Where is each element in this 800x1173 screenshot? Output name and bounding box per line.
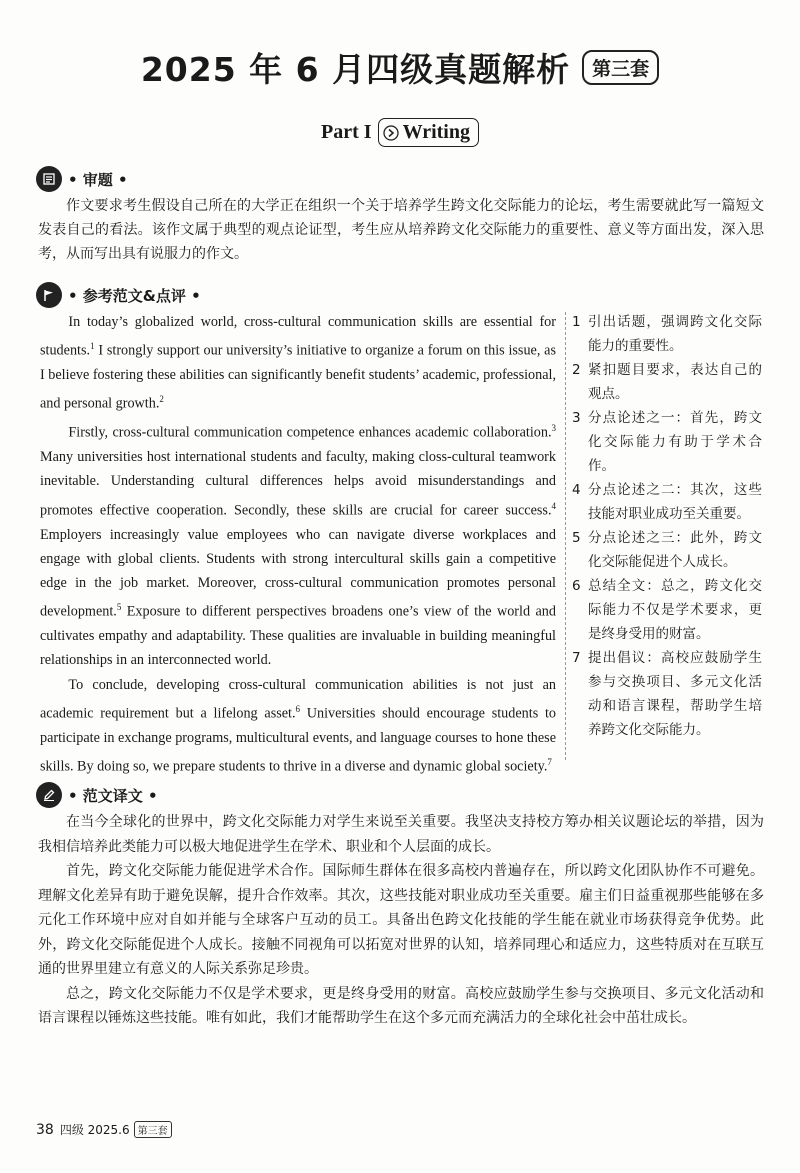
section-review-heading (36, 166, 128, 192)
note-item: 3 分点论述之一：首先，跨文化交际能力有助于学术合作。 (572, 410, 762, 474)
section-sample-title: • 参考范文&点评 • (68, 286, 201, 305)
note-item: 4 分点论述之二：其次，这些技能对职业成功至关重要。 (572, 482, 762, 522)
pen-icon (36, 782, 62, 808)
note-item: 7 提出倡议：高校应鼓励学生参与交换项目、多元文化活动和语言课程，帮助学生培养跨文化交际能力。 (572, 650, 762, 738)
note-item: 6 总结全文：总之，跨文化交际能力不仅是学术要求，更是终身受用的财富。 (572, 578, 762, 642)
note-ref: 4 (551, 500, 556, 511)
note-item: 2 紧扣题目要求，表达自己的观点。 (572, 362, 762, 402)
note-item: 5 分点论述之三：此外，跨文化交际能促进个人成长。 (572, 530, 762, 570)
part-name: Writing (402, 121, 470, 143)
note-ref: 3 (551, 423, 556, 434)
essay-paragraph: Firstly, cross-cultural communication competence enhances academic collaboration.$^3$ Many universities host international students and faculty, making closs-cultural teamwork inevitable. Understanding cultural differences helps avoid misunderstandings and promotes effective cooperation. Secondly, these skills are crucial for career success.$^4$ Employers increasingly value employees who can navigate diverse workplaces and engage with global clients. Students with strong intercultural skills gain a competitive edge in the job market. Moreover, cross-cultural communication promotes personal development.$^5$ Exposure to different perspectives broadens one’s view of the world and cultivates empathy and adaptability. These qualities are invaluable in building meaningful relationships in an interconnected world. (40, 423, 556, 669)
section-sample-heading (36, 282, 201, 308)
part-heading (0, 118, 800, 147)
commentary-notes (572, 310, 762, 742)
note-ref: 7 (547, 756, 552, 767)
page-title (0, 44, 800, 91)
essay-paragraph: To conclude, developing cross-cultural communication abilities is not just an academic requirement but a lifelong asset.$^6$ Universities should encourage students to participate in exchange programs, multicultural events, and language courses to hone these skills. By doing so, we prepare students to thrive in a diverse and dynamic global society.$^7$ (40, 676, 557, 775)
note-ref: 6 (295, 703, 301, 714)
part-name-box (378, 118, 479, 147)
review-text: 作文要求考生假设自己所在的大学正在组织一个关于培养学生跨文化交际能力的论坛，考生需要就此写一篇短文发表自己的看法。该作文属于典型的观点论证型，考生应从培养跨文化交际能力的重要性、意义等方面出发，深入思考，从而写出具有说服力的作文。 (38, 198, 764, 262)
main-title: 2025 年 6 月四级真题解析 (140, 50, 571, 89)
page-footer (36, 1121, 172, 1138)
translation-paragraph: 首先，跨文化交际能力能促进学术合作。国际师生群体在很多高校内普遍存在，所以跨文化团队协作不可避免。理解文化差异有助于避免误解，提升合作效率。其次，这些技能对职业成功至关重要。雇主们日益重视那些能够在多元化工作环境中应对自如并能与全球客户互动的员工。具备出色跨文化技能的学生能在就业市场获得竞争优势。此外，跨文化交际能促进个人成长。接触不同视角可以拓宽对世界的认知，培养同理心和适应力，这些特质对在互联互通的世界里建立有意义的人际关系弥足珍贵。 (38, 863, 764, 977)
page-number: 38 (36, 1121, 54, 1138)
chevron-right-icon (383, 125, 399, 141)
sample-essay (40, 310, 556, 779)
footer-issue: 四级 2025.6 (59, 1123, 130, 1137)
section-translation-title: • 范文译文 • (68, 786, 158, 805)
translation-paragraph: 总之，跨文化交际能力不仅是学术要求，更是终身受用的财富。高校应鼓励学生参与交换项目、多元文化活动和语言课程以锤炼这些技能。唯有如此，我们才能帮助学生在这个多元而充满活力的全球化社会中茁壮成长。 (38, 985, 764, 1026)
part-label: Part I (321, 121, 372, 143)
note-ref: 5 (116, 602, 122, 613)
note-ref: 2 (159, 394, 164, 405)
essay-paragraph: In today’s globalized world, cross-cultural communication skills are essential for students.$^1$ I strongly support our university’s initiative to organize a forum on this issue, as I believe fostering these abilities can significantly benefit students’ academic, professional, and personal growth.$^2$ (40, 314, 556, 413)
section-translation-heading (36, 782, 158, 808)
section-review-title: • 审题 • (68, 170, 128, 189)
list-icon (36, 166, 62, 192)
translation-paragraph: 在当今全球化的世界中，跨文化交际能力对学生来说至关重要。我坚决支持校方筹办相关议题论坛的举措，因为我相信培养此类能力可以极大地促进学生在学术、职业和个人层面的成长。 (38, 814, 764, 855)
flag-icon (36, 282, 62, 308)
note-item: 1 引出话题，强调跨文化交际能力的重要性。 (572, 314, 762, 354)
footer-set-badge: 第三套 (134, 1121, 172, 1138)
set-badge: 第三套 (582, 50, 659, 85)
note-ref: 1 (90, 341, 95, 352)
column-divider (565, 312, 566, 760)
translation-text (38, 810, 764, 1031)
